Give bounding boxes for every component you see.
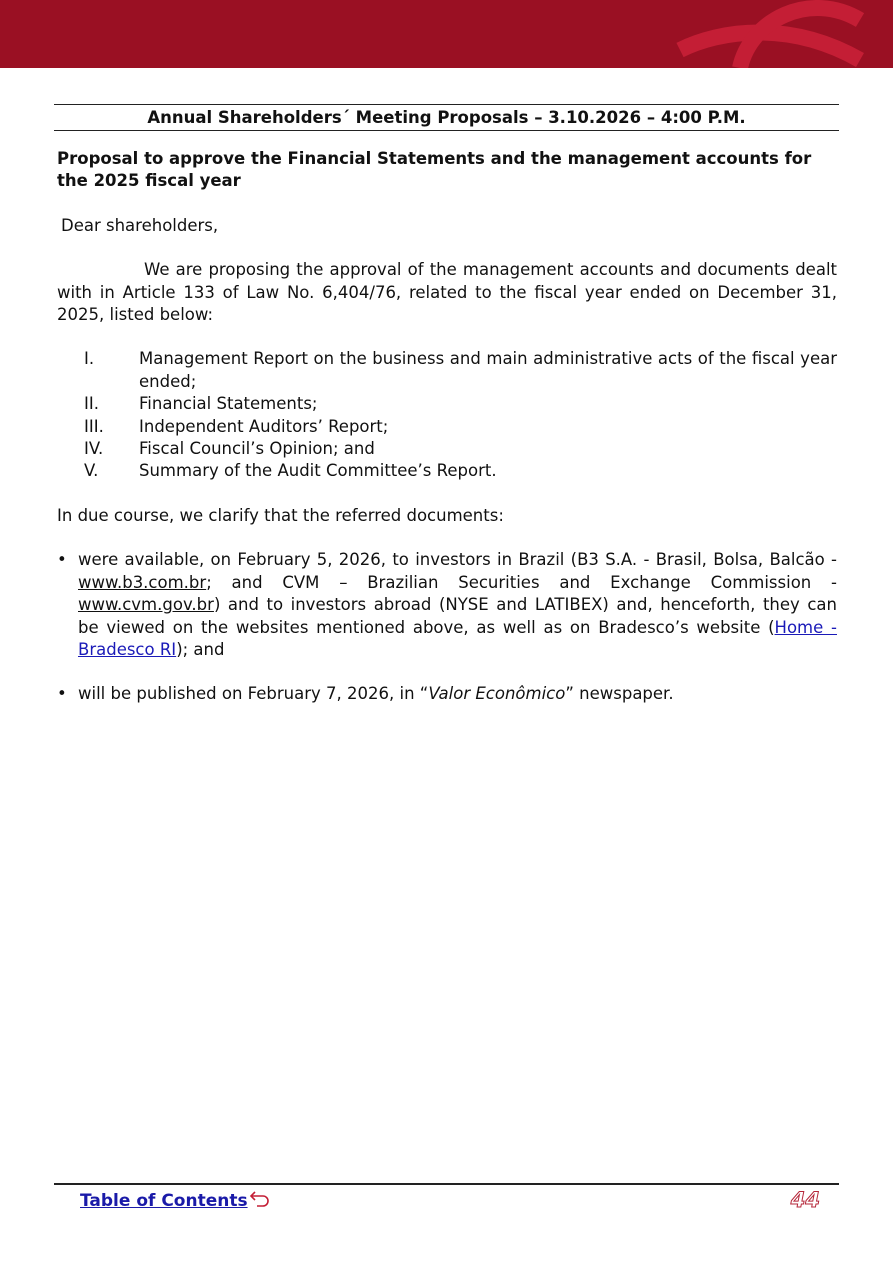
top-banner [0, 0, 893, 68]
list-item [57, 460, 837, 482]
list-item-number: II. [84, 394, 99, 414]
list-item-text: Financial Statements; [139, 394, 318, 414]
list-item [57, 416, 837, 438]
list-item-text: Management Report on the business and main administrative acts of the fiscal year ended; [139, 349, 837, 391]
list-item [57, 393, 837, 415]
list-item-text: Summary of the Audit Committee’s Report. [139, 461, 497, 481]
bullet-text: will be published on February 7, 2026, in “Valor Econômico” newspaper. [78, 684, 674, 704]
header-top-rule [54, 104, 839, 105]
cvm-link[interactable]: www.cvm.gov.br [78, 595, 214, 615]
bullet-item-availability [57, 549, 837, 661]
bradesco-ri-link[interactable]: Home - Bradesco RI [78, 617, 837, 659]
bradesco-logo-icon [660, 0, 893, 68]
bullet-text: were available, on February 5, 2026, to investors in Brazil (B3 S.A. - Brasil, Bolsa, Balcão - www.b3.com.br; and CVM – Brazilian Securities and Exchange Commission - www.cvm.gov.br) and to investors abroad (NYSE and LATIBEX) and, henceforth, they can be viewed on the websites mentioned above, as well as on Bradesco’s website (Home - Bradesco RI); and [78, 550, 837, 659]
list-item [57, 438, 837, 460]
list-item-number: V. [84, 461, 99, 481]
bullet-icon: • [57, 550, 67, 570]
page-number: 44 [790, 1188, 820, 1212]
b3-link[interactable]: www.b3.com.br [78, 572, 207, 592]
list-item [57, 348, 837, 393]
clarify-paragraph: In due course, we clarify that the referred documents: [57, 505, 504, 525]
proposal-title: Proposal to approve the Financial Statements and the management accounts for the 2025 fiscal year [57, 149, 812, 191]
list-item-number: I. [84, 349, 95, 369]
bullet-item-publication [57, 683, 837, 705]
availability-bullets [57, 549, 837, 705]
table-of-contents-link[interactable]: Table of Contents [80, 1191, 248, 1211]
list-item-number: IV. [84, 439, 104, 459]
list-item-text: Fiscal Council’s Opinion; and [139, 439, 375, 459]
newspaper-name: Valor Econômico [428, 684, 566, 704]
intro-paragraph: We are proposing the approval of the management accounts and documents dealt with in Article 133 of Law No. 6,404/76, related to the fiscal year ended on December 31, 2025, listed below: [57, 260, 837, 325]
bullet-icon: • [57, 684, 67, 704]
meeting-header: Annual Shareholders´ Meeting Proposals – 3.10.2026 – 4:00 P.M. [147, 108, 746, 127]
list-item-number: III. [84, 416, 104, 436]
footer-rule [54, 1183, 839, 1185]
header-bottom-rule [54, 130, 839, 131]
list-item-text: Independent Auditors’ Report; [139, 416, 389, 436]
salutation: Dear shareholders, [61, 215, 219, 235]
return-arrow-icon[interactable] [249, 1189, 271, 1207]
documents-list [57, 348, 837, 482]
document-body [57, 148, 837, 728]
